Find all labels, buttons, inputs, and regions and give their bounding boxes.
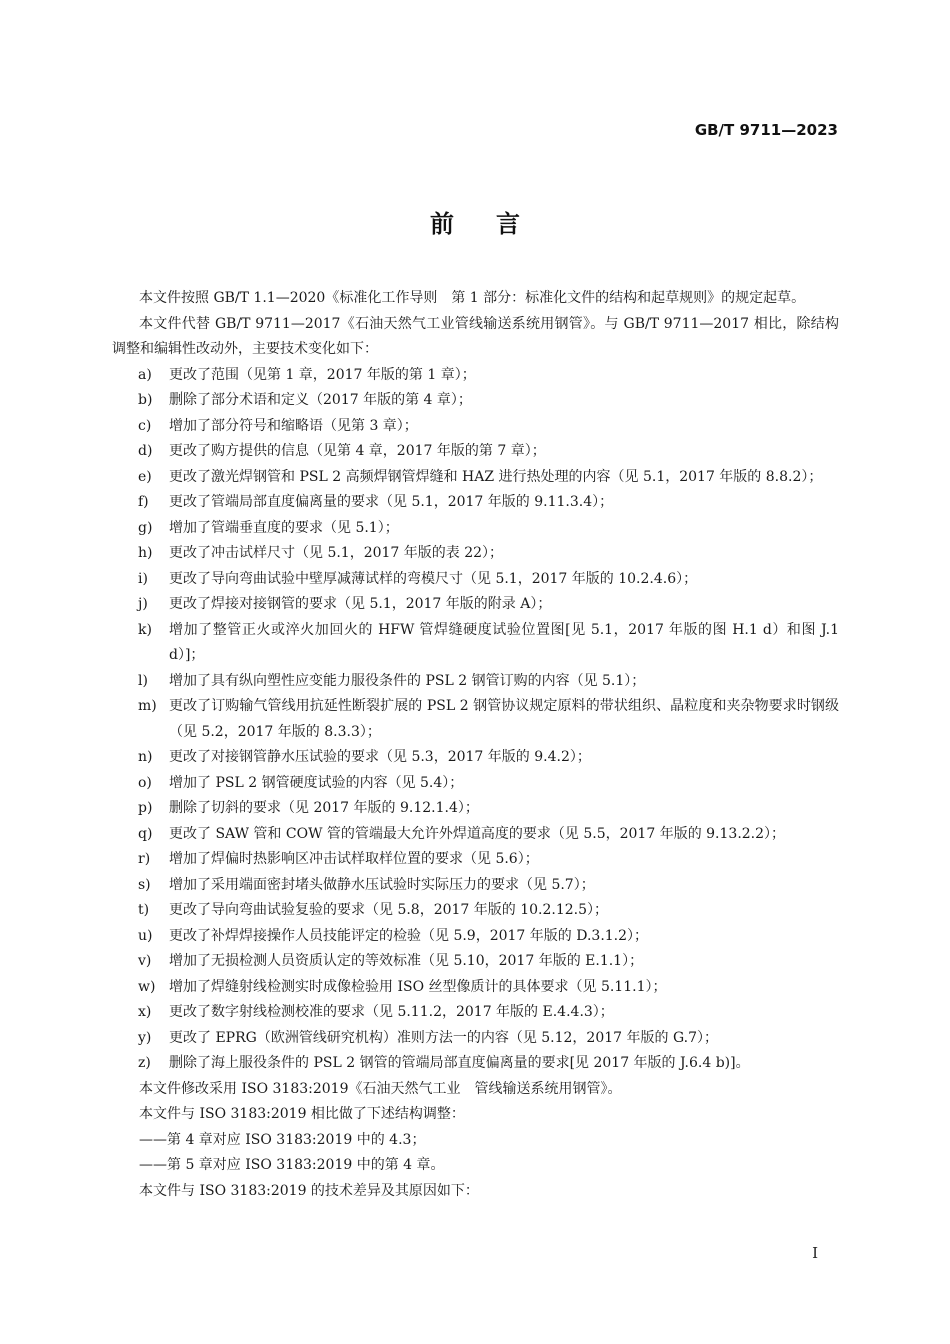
change-item-text: 增加了焊缝射线检测实时成像检验用 ISO 丝型像质计的具体要求（见 5.11.1）； (169, 978, 667, 995)
change-item (112, 1026, 839, 1052)
change-item-text: 更改了导向弯曲试验中壁厚减薄试样的弯模尺寸（见 5.1，2017 年版的 10.2.4.6）； (169, 570, 698, 587)
change-item-label: n) (138, 749, 153, 765)
change-item-text: 增加了部分符号和缩略语（见第 3 章）； (169, 417, 418, 434)
page-title: 前言 (430, 210, 562, 238)
change-item-label: z) (138, 1055, 151, 1071)
change-item (112, 949, 839, 975)
drafting-rules-paragraph: 本文件按照 GB/T 1.1—2020《标准化工作导则 第 1 部分：标准化文件的结构和起草规则》的规定起草。 (139, 290, 806, 306)
change-item-text: 更改了补焊焊接操作人员技能评定的检验（见 5.9，2017 年版的 D.3.1.2）； (169, 927, 649, 944)
differences-paragraph: 本文件与 ISO 3183:2019 的技术差异及其原因如下： (139, 1182, 479, 1199)
change-item-text: 增加了管端垂直度的要求（见 5.1）； (169, 519, 399, 536)
change-item-text: 更改了范围（见第 1 章，2017 年版的第 1 章）； (169, 366, 476, 383)
page-number: I (812, 1244, 818, 1262)
change-item-text: 增加了采用端面密封堵头做静水压试验时实际压力的要求（见 5.7）； (169, 876, 595, 893)
structure-item: ——第 4 章对应 ISO 3183:2019 中的 4.3； (139, 1131, 426, 1148)
change-item-label: j) (138, 596, 148, 612)
change-item-label: e) (138, 468, 152, 485)
change-item-label: r) (138, 851, 151, 867)
change-item-label: l) (138, 672, 148, 689)
change-item-label: h) (138, 545, 153, 561)
change-item (112, 541, 839, 567)
change-item-text: 更改了对接钢管静水压试验的要求（见 5.3，2017 年版的 9.4.2）； (169, 749, 591, 765)
change-item-label: b) (138, 392, 153, 408)
change-item-text: 更改了导向弯曲试验复验的要求（见 5.8，2017 年版的 10.2.12.5）； (169, 902, 609, 918)
change-item-label: d) (138, 443, 153, 459)
change-item-text: 增加了焊偏时热影响区冲击试样取样位置的要求（见 5.6）； (169, 851, 539, 867)
change-item (112, 669, 839, 695)
change-item (112, 796, 839, 822)
change-item-label: f) (138, 494, 149, 510)
change-item-text: 更改了激光焊钢管和 PSL 2 高频焊钢管焊缝和 HAZ 进行热处理的内容（见 5.1，2017 年版的 8.8.2）； (169, 468, 823, 485)
structure-paragraph: 本文件与 ISO 3183:2019 相比做了下述结构调整： (139, 1106, 465, 1122)
change-item-label: i) (138, 570, 148, 587)
change-item (112, 847, 839, 873)
change-item (112, 592, 839, 618)
change-item-text: 增加了 PSL 2 钢管硬度试验的内容（见 5.4）； (169, 774, 464, 791)
change-item (112, 490, 839, 516)
change-item (112, 898, 839, 924)
change-item-label: y) (138, 1029, 152, 1046)
change-item-text: 增加了整管正火或淬火加回火的 HFW 管焊缝硬度试验位置图[见 5.1，2017 年版的图 H.1 d）和图 J.1 d）]； (169, 621, 839, 663)
adoption-paragraph: 本文件修改采用 ISO 3183:2019《石油天然气工业 管线输送系统用钢管》。 (139, 1080, 622, 1097)
change-item-label: w) (138, 978, 156, 995)
change-item-label: o) (138, 774, 152, 791)
standard-code: GB/T 9711—2023 (694, 121, 838, 139)
technical-changes-list (112, 363, 839, 1077)
change-item-label: s) (138, 876, 151, 893)
change-item-text: 更改了 EPRG（欧洲管线研究机构）准则方法一的内容（见 5.12，2017 年版的 G.7）； (169, 1029, 719, 1046)
change-item (112, 771, 839, 797)
change-item-text: 增加了具有纵向塑性应变能力服役条件的 PSL 2 钢管订购的内容（见 5.1）； (169, 672, 646, 689)
change-item (112, 618, 839, 669)
change-item-label: c) (138, 417, 152, 434)
change-item (112, 1051, 839, 1077)
change-item-text: 更改了管端局部直度偏离量的要求（见 5.1，2017 年版的 9.11.3.4）； (169, 494, 614, 510)
change-item-text: 更改了 SAW 管和 COW 管的管端最大允许外焊道高度的要求（见 5.5，2017 年版的 9.13.2.2）； (169, 825, 786, 842)
change-item-text: 更改了焊接对接钢管的要求（见 5.1，2017 年版的附录 A）； (169, 596, 552, 612)
replacement-paragraph: 本文件代替 GB/T 9711—2017《石油天然气工业管线输送系统用钢管》。与 GB/T 9711—2017 相比，除结构调整和编辑性改动外，主要技术变化如下： (112, 315, 839, 357)
change-item (112, 1000, 839, 1026)
change-item-text: 删除了部分术语和定义（2017 年版的第 4 章）； (169, 392, 472, 408)
change-item-label: a) (138, 366, 152, 383)
change-item (112, 924, 839, 950)
foreword-body (112, 286, 839, 1204)
change-item (112, 465, 839, 491)
change-item (112, 516, 839, 542)
change-item (112, 975, 839, 1001)
change-item-text: 增加了无损检测人员资质认定的等效标准（见 5.10，2017 年版的 E.1.1）； (169, 953, 644, 969)
structure-item: ——第 5 章对应 ISO 3183:2019 中的第 4 章。 (139, 1157, 445, 1173)
change-item-text: 更改了数字射线检测校准的要求（见 5.11.2，2017 年版的 E.4.4.3）； (169, 1004, 614, 1020)
change-item-label: x) (138, 1004, 152, 1020)
change-item-label: m) (138, 698, 157, 714)
change-item-text: 更改了冲击试样尺寸（见 5.1，2017 年版的表 22）； (169, 545, 504, 561)
change-item (112, 822, 839, 848)
change-item (112, 414, 839, 440)
change-item-text: 更改了购方提供的信息（见第 4 章，2017 年版的第 7 章）； (169, 443, 546, 459)
change-item-text: 更改了订购输气管线用抗延性断裂扩展的 PSL 2 钢管协议规定原料的带状组织、晶粒度和夹杂物要求时钢级（见 5.2，2017 年版的 8.3.3）； (169, 698, 839, 740)
change-item-label: k) (138, 621, 152, 638)
change-item (112, 439, 839, 465)
change-item-label: u) (138, 927, 153, 944)
change-item-label: t) (138, 902, 150, 918)
change-item-label: p) (138, 800, 153, 816)
change-item-text: 删除了切斜的要求（见 2017 年版的 9.12.1.4）； (169, 800, 479, 816)
change-item (112, 873, 839, 899)
change-item-text: 删除了海上服役条件的 PSL 2 钢管的管端局部直度偏离量的要求[见 2017 年版的 J.6.4 b)]。 (169, 1055, 750, 1071)
change-item-label: g) (138, 519, 153, 536)
change-item (112, 388, 839, 414)
change-item (112, 745, 839, 771)
change-item (112, 363, 839, 389)
change-item-label: v) (138, 953, 152, 969)
change-item-label: q) (138, 825, 153, 842)
change-item (112, 567, 839, 593)
change-item (112, 694, 839, 745)
